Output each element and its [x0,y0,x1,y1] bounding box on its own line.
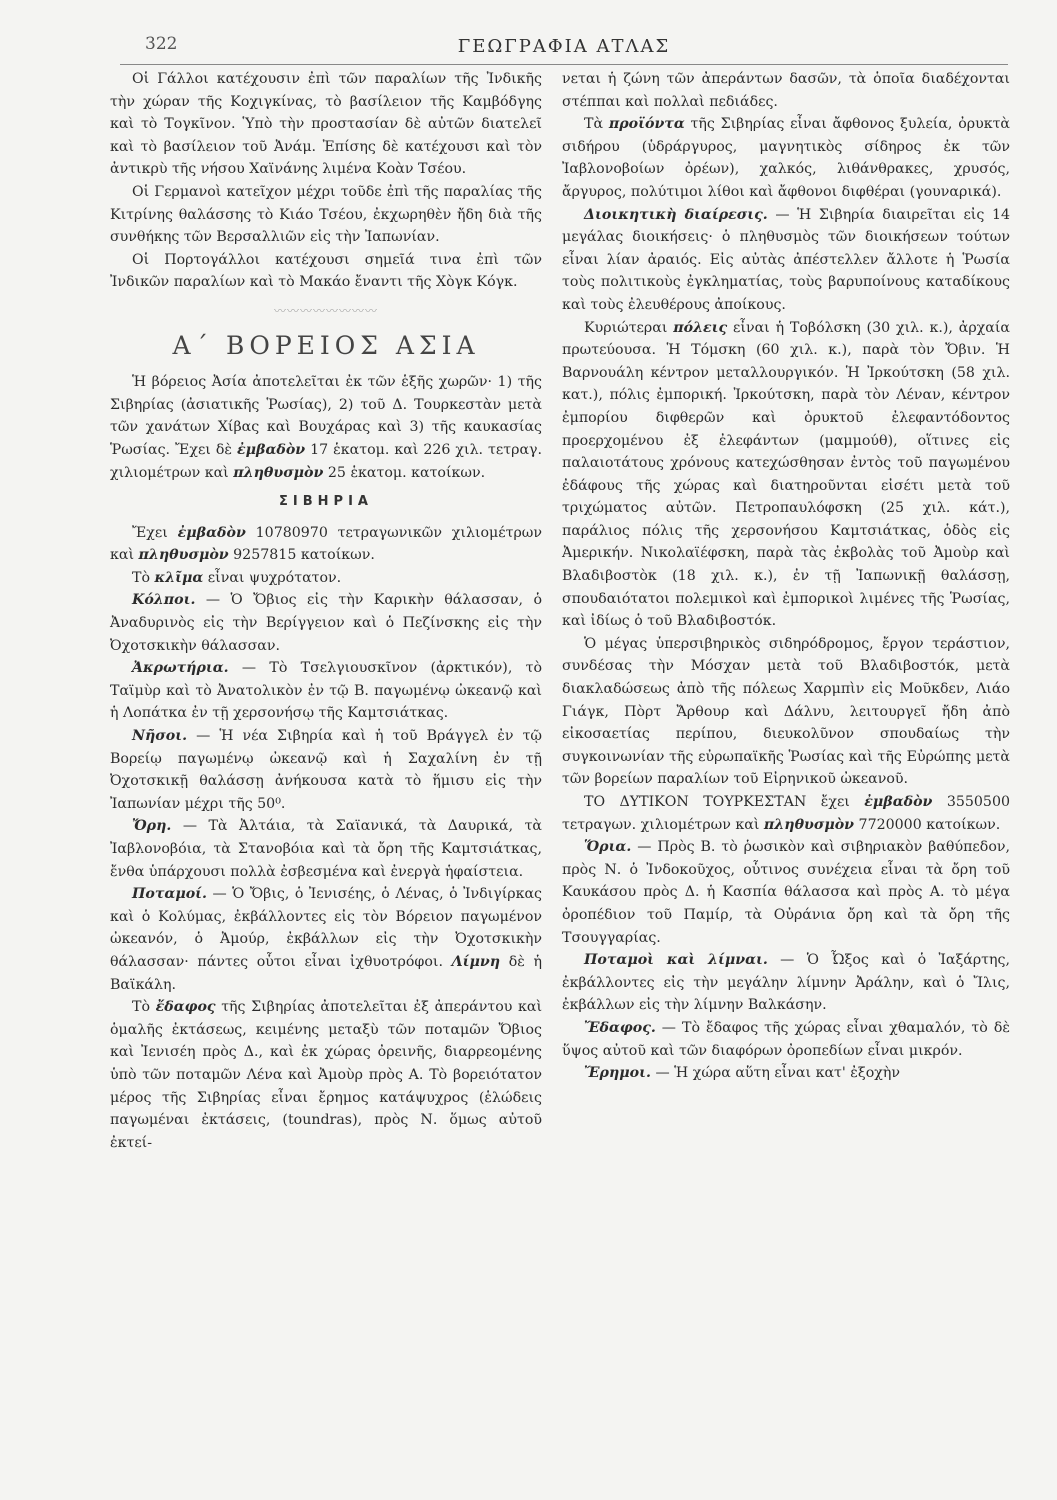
text: Ἔχει [132,524,168,541]
text: τῆς Σιβηρίας εἶναι ἄφθονος ξυλεία, ὀρυκτὰ σιδήρου (ὑδράργυρος, μαγνητικὸς σίδηρος ἐκ τῶν Ἰαβλονοβοίων ὀρέων), χαλκός, λιθάνθρακες, χρυσός, ἄργυρος, πολύτιμοι λίθοι καὶ ἄφθονοι διφθέραι (γουναρικά). [562,116,1011,200]
text: 7720000 κατοίκων. [858,816,1001,833]
page-number: 322 [145,34,178,54]
term: ἔδαφος [155,999,216,1016]
text: — Ὁ Ὄβις, ὁ Ἰενισέης, ὁ Λένας, ὁ Ἰνδιγίρκας καὶ ὁ Κολύμας, ἐκβάλλοντες εἰς τὸν Βόρειον παγωμένον ὠκεανόν, ὁ Ἀμούρ, ἐκβάλλων εἰς τὴν Ὀχοτσκικὴν θάλασσαν· πάντες οὗτοι εἶναι ἰχθυοτρόφοι. [110,886,543,970]
paragraph-railway: Ὁ μέγας ὑπερσιβηρικὸς σιδηρόδρομος, ἔργον τεράστιον, συνδέσας τὴν Μόσχαν μετὰ τοῦ Βλαδιβοστόκ, μετὰ διακλαδώσεως ἀπὸ τῆς πόλεως Χαρμπὶν εἰς Μοῦκδεν, Λιάο Γιάγκ, Πὸρτ Ἄρθουρ καὶ Δάλνυ, λειτουργεῖ ἤδη ἀπὸ εἰκοσαετίας περίπου, διευκολῦνον σπουδαίως τὴν συγκοινωνίαν τῆς εὐρωπαϊκῆς Ῥωσίας καὶ τῆς Εὐρώπης μετὰ τῶν βορείων παραλίων τοῦ Εἰρηνικοῦ ὠκεανοῦ. [562,635,1010,788]
term: προϊόντα [608,116,685,133]
term: Ποταμοὶ καὶ λίμναι. [584,952,768,969]
term: πόλεις [673,319,728,336]
running-title: ΓΕΩΓΡΑΦΙΑ ΑΤΛΑΣ [457,36,671,57]
text: 25 ἑκατομ. κατοίκων. [327,464,486,481]
text: Τὰ [584,116,604,133]
term: Ἀκρωτήρια. [132,660,229,677]
paragraph-north-asia [110,371,542,484]
paragraph-portuguese: Οἱ Πορτογάλλοι κατέχουσι σημεῖά τινα ἐπὶ τῶν Ἰνδικῶν παραλίων καὶ τὸ Μακάο ἔναντι τῆς Χὸγκ Κόγκ. [110,251,542,291]
page-header [120,30,1008,70]
text: — Τὸ ἔδαφος τῆς χώρας εἶναι χθαμαλόν, τὸ δὲ ὕψος αὐτοῦ καὶ τῶν διαφόρων ὀροπεδίων εἶναι μικρόν. [562,1019,1010,1059]
text: Ἡ βόρειος Ἀσία ἀποτελεῖται ἐκ τῶν ἑξῆς χωρῶν· 1) τῆς Σιβηρίας (ἀσιατικῆς Ῥωσίας), 2) τοῦ Δ. Τουρκεστὰν μετὰ τῶν χανάτων Χίβας καὶ Βουχάρας καὶ 3) τῆς καυκασίας Ῥωσίας. Ἔχει δὲ [110,374,542,458]
text: εἶναι ψυχρότατον. [207,569,342,586]
text: Κυριώτεραι [584,319,668,336]
text: εἶναι ἡ Τοβόλσκη (30 χιλ. κ.), ἀρχαία πρωτεύουσα. Ἡ Τόμσκη (60 χιλ. κ.), παρὰ τὸν Ὄβιν. Ἡ Βαρνουάλη κέντρον μεταλλουργικόν. Ἡ Ἰρκούτσκη (58 χιλ. κατ.), πόλις ἐμπορική. Ἰρκούτσκη, παρὰ τὸν Λέναν, κέντρον ἐμπορίου διφθερῶν καὶ ὀρυκτοῦ ἐλεφαντόδοντος προερχομένου ἐξ ἐλεφάντων (μαμμούθ), οἵτινες εἰς παλαιοτάτους χρόνους κατεχώσθησαν ἐντὸς τοῦ παγωμένου ἐδάφους τῆς χώρας καὶ διατηροῦνται εἰσέτι μετὰ τοῦ τριχώματος αὐτῶν. Πετροπαυλόφσκη (25 χιλ. κάτ.), παράλιος πόλις τῆς χερσονήσου Καμτσιάτκας, ὁδὸς εἰς Ἀμερικήν. Νικολαϊέφσκη, παρὰ τὰς ἐκβολὰς τοῦ Ἀμοὺρ καὶ Βλαδιβοστὸκ (18 χιλ. κ.), ἐν τῇ Ἰαπωνικῇ θαλάσσῃ, σπουδαιότατοι πολεμικοὶ καὶ ἐμπορικοὶ λιμένες τῆς Ῥωσίας, καὶ ἰδίως ὁ τοῦ Βλαδιβοστόκ. [562,319,1011,630]
paragraph-germans: Οἱ Γερμανοὶ κατεῖχον μέχρι τοῦδε ἐπὶ τῆς παραλίας τῆς Κιτρίνης θαλάσσης τὸ Κιάο Τσέου, ἐκχωρηθὲν ἤδη διὰ τῆς συνθήκης τῶν Βερσαλλιῶν εἰς τὴν Ἰαπωνίαν. [110,183,542,246]
text: 9257815 κατοίκων. [233,547,375,564]
text: τῆς Σιβηρίας ἀποτελεῖται ἐξ ἀπεράντου καὶ ὁμαλῆς ἐκτάσεως, κειμένης μεταξὺ τῶν ποταμῶν Ὄβιος καὶ Ἰενισέη πρὸς Δ., καὶ ἐκ χώρας ὀρεινῆς, διαρρεομένης ὑπὸ τῶν ποταμῶν Λένα καὶ Ἀμοὺρ πρὸς Α. Τὸ βορειότατον μέρος τῆς Σιβηρίας εἶναι ἔρημος κατάψυχρος (ἑλώδεις παγωμέναι ἐκτάσεις, (toundras), πρὸς Ν. ὅμως αὐτοῦ ἐκτεί- [110,999,543,1151]
text: — Τὸ Τσελγιουσκῖνον (ἀρκτικόν), τὸ Ταϊμὺρ καὶ τὸ Ἀνατολικὸν ἐν τῷ Β. παγωμένῳ ὠκεανῷ καὶ ἡ Λοπάτκα ἐν τῇ χερσονήσῳ τῆς Καμτσιάτκας. [110,660,542,722]
text: Τὸ [132,999,151,1016]
text: δὲ ἡ Βαϊκάλη. [110,953,542,993]
text: — Τὰ Ἀλτάια, τὰ Σαϊανικά, τὰ Δαυρικά, τὰ Ἰαβλονοβόια, τὰ Στανοβόια καὶ τὰ ὄρη τῆς Καμτσιάτκας, ἔνθα ὑπάρχουσι πολλὰ ἐσβεσμένα καὶ ἐνεργὰ ἡφαίστεια. [110,818,542,880]
paragraph-rivers [110,883,542,996]
paragraph-soil [110,996,542,1154]
term: Νῆσοι. [132,728,188,745]
term: Λίμνη [451,953,501,970]
term: Διοικητικὴ διαίρεσις. [584,206,768,223]
term: Ἔδαφος. [584,1019,656,1036]
right-column [562,68,1010,1085]
turkestan-heading: ΤΟ ΔΥΤΙΚΟΝ ΤΟΥΡΚΕΣΤΑΝ [584,794,807,810]
term: Ποταμοί. [132,886,207,903]
text: Τὸ [132,569,151,586]
paragraph-turkestan [562,791,1010,836]
paragraph-terrain [562,1017,1010,1062]
left-column [110,68,542,1154]
paragraph-rivers-lakes [562,949,1010,1017]
term: πληθυσμὸν [138,547,229,564]
section-title: Α΄ ΒΟΡΕΙΟΣ ΑΣΙΑ [172,330,480,360]
text: — Ὁ Ὦξος καὶ ὁ Ἰαξάρτης, ἐκβάλλοντες εἰς τὴν μεγάλην λίμνην Ἀράλην, καὶ ὁ Ἴλις, ἐκβάλλων εἰς τὴν λίμνην Βαλκάσην. [562,952,1010,1014]
text: — Ὁ Ὄβιος εἰς τὴν Καρικὴν θάλασσαν, ὁ Ἀναδυρινὸς εἰς τὴν Βερίγγειον καὶ ὁ Πεζίνσκης εἰς τὴν Ὀχοτσκικὴν θάλασσαν. [110,592,542,654]
term: ἐμβαδὸν [177,524,246,541]
term: Ὄρη. [132,818,172,835]
paragraph-mountains [110,815,542,883]
text: 3550500 τετραγων. χιλιομέτρων καὶ [562,794,1010,833]
text: — Ἡ νέα Σιβηρία καὶ ἡ τοῦ Βράγγελ ἐν τῷ Βορείῳ παγωμένῳ ὠκεανῷ καὶ ἡ Σαχαλίνη ἐν τῇ Ὀχοτσκικῇ θαλάσσῃ ἀνήκουσα κατὰ τὸ ἥμισυ εἰς τὴν Ἰαπωνίαν μέχρι τῆς 50⁰. [110,728,542,812]
text: — Πρὸς Β. τὸ ῥωσικὸν καὶ σιβηριακὸν βαθύπεδον, πρὸς Ν. ὁ Ἰνδοκοῦχος, οὗτινος συνέχεια εἶναι τὰ ὄρη τοῦ Καυκάσου πρὸς Δ. ἡ Κασπία θάλασσα καὶ πρὸς Α. τὸ μέγα ὀροπέδιον τοῦ Παμίρ, τὰ Οὐράνια ὄρη καὶ τὰ ὄρη τῆς Τσουγγαρίας. [562,839,1010,946]
text: ἔχει [820,794,850,810]
subsection-title-siberia: ΣΙΒΗΡΙΑ [279,494,373,510]
paragraph-admin [562,204,1010,317]
paragraph-capes [110,657,542,725]
paragraph-gulfs [110,589,542,657]
text: 17 ἑκατομ. καὶ 226 χιλ. τετραγ. χιλιομέτρων καὶ [110,441,543,481]
paragraph-borders [562,836,1010,949]
term: ἐμβαδὸν [864,794,933,810]
term: Ὅρια. [584,839,632,856]
paragraph-siberia-area [110,522,542,567]
paragraph-cities [562,317,1010,633]
text: — Ἡ Σιβηρία διαιρεῖται εἰς 14 μεγάλας διοικήσεις· ὁ πληθυσμὸς τῶν διοικήσεων τούτων εἶναι λίαν ἀραιός. Εἰς αὐτὰς ἀπέστελλεν ἄλλοτε ἡ Ῥωσία τοὺς πολιτικοὺς ἐγκληματίας, τοὺς βαρυποίνους καταδίκους καὶ τοὺς ἐλευθέρους ἀποίκους. [562,206,1011,313]
paragraph-climate [110,567,542,590]
paragraph-products [562,113,1010,203]
term: Ἔρημοι. [584,1065,651,1082]
paragraph-deserts [562,1062,1010,1085]
term: πληθυσμὸν [233,464,324,481]
term: πληθυσμὸν [763,816,855,833]
term: Κόλποι. [132,592,196,609]
paragraph-soil-continued: νεται ἡ ζώνη τῶν ἀπεράντων δασῶν, τὰ ὁποῖα διαδέχονται στέππαι καὶ πολλαὶ πεδιάδες. [562,71,1010,110]
term: κλῖμα [154,569,204,586]
paragraph-french: Οἱ Γάλλοι κατέχουσιν ἐπὶ τῶν παραλίων τῆς Ἰνδικῆς τὴν χώραν τῆς Κοχιγκίνας, τὸ βασίλειον τῆς Καμβόδγης καὶ τὸ Τογκῖνον. Ὑπὸ τὴν προστασίαν δὲ αὐτῶν διατελεῖ καὶ τὸ βασίλειον τοῦ Ἀνάμ. Ἐπίσης δὲ κατέχουσι καὶ τὸν ἀντικρὺ τῆς νήσου Χαϊνάνης λιμένα Κοὰν Τσέου. [110,71,542,178]
text: 10780970 τετραγωνικῶν χιλιομέτρων καὶ [110,524,542,564]
ornament-divider: 〰〰〰〰〰〰〰〰 [273,303,378,318]
term: ἐμβαδὸν [237,441,306,458]
paragraph-islands [110,725,542,815]
text: — Ἡ χώρα αὕτη εἶναι κατ' ἐξοχὴν [655,1065,900,1082]
header-rule [120,64,1008,65]
